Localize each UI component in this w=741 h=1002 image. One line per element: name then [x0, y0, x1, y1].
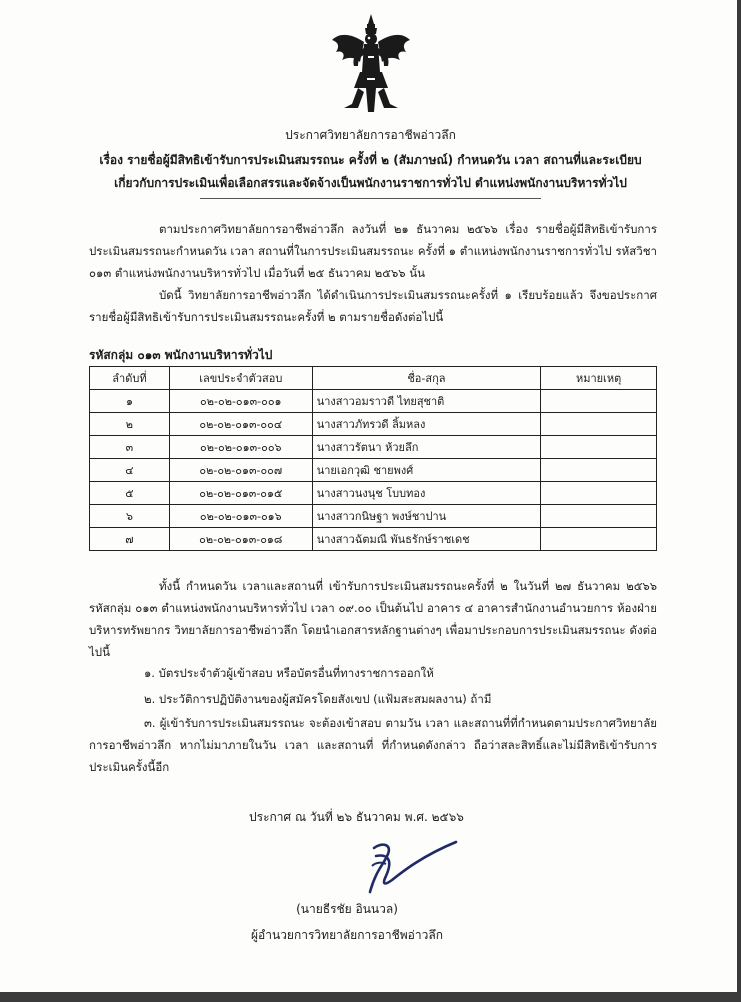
note-cell: [541, 528, 657, 551]
table-row: [90, 390, 657, 413]
scan-edge-shadow: [737, 0, 741, 1002]
candidate-name: นางสาวภัทรวดี ลิ้มหลง: [312, 413, 540, 436]
column-header-name: ชื่อ-สกุล: [312, 367, 540, 390]
row-number: ๒: [90, 413, 170, 436]
attendance-rule: [89, 712, 657, 778]
group-title: รหัสกลุ่ม ๐๑๓ พนักงานบริหารทั่วไป: [89, 348, 273, 362]
table-row: [90, 413, 657, 436]
table-row: [90, 505, 657, 528]
row-number: ๑: [90, 390, 170, 413]
required-document-2: ๒. ประวัติการปฏิบัติงานของผู้สมัครโดยสังเขป (แฟ้มสะสมผลงาน) ถ้ามี: [144, 692, 492, 706]
note-cell: [541, 459, 657, 482]
required-document-1: ๑. บัตรประจำตัวผู้เข้าสอบ หรือบัตรอื่นที่ทางราชการออกให้: [144, 666, 434, 680]
announcement-date: ประกาศ ณ วันที่ ๒๖ ธันวาคม พ.ศ. ๒๕๖๖: [249, 810, 464, 824]
note-cell: [541, 482, 657, 505]
exam-id: ๐๒-๐๒-๐๑๓-๐๑๘: [169, 528, 312, 551]
row-number: ๖: [90, 505, 170, 528]
note-cell: [541, 436, 657, 459]
exam-id: ๐๒-๐๒-๐๑๓-๐๐๔: [169, 413, 312, 436]
note-cell: [541, 413, 657, 436]
candidate-name: นางสาวฉัตมณี พันธรักษ์ราชเดช: [312, 528, 540, 551]
note-cell: [541, 505, 657, 528]
table-row: [90, 459, 657, 482]
exam-id: ๐๒-๐๒-๐๑๓-๐๐๗: [169, 459, 312, 482]
exam-id: ๐๒-๐๒-๐๑๓-๐๑๖: [169, 505, 312, 528]
candidate-name: นางสาวกนิษฐา พงษ์ชาปาน: [312, 505, 540, 528]
signer-name: (นายธีรชัย อินนวล): [296, 902, 398, 916]
document-title: ประกาศวิทยาลัยการอาชีพอ่าวลึก: [285, 128, 456, 142]
column-header-note: หมายเหตุ: [541, 367, 657, 390]
signature-icon: [352, 836, 462, 896]
scan-bottom-bar: [0, 992, 741, 1002]
exam-id: ๐๒-๐๒-๐๑๓-๐๐๑: [169, 390, 312, 413]
announcement-paragraph: บัดนี้ วิทยาลัยการอาชีพอ่าวลึก ได้ดำเนินการประเมินสมรรถนะครั้งที่ ๑ เรียบร้อยแล้ว จึงขอประกาศรายชื่อผู้มีสิทธิเข้ารับการประเมินสมรรถนะครั้งที่ ๒ ตามรายชื่อดังต่อไปนี้: [89, 288, 657, 324]
table-row: [90, 436, 657, 459]
candidate-name: นางสาวอมราวดี ไทยสุชาติ: [312, 390, 540, 413]
table-row: [90, 528, 657, 551]
column-header-no: ลำดับที่: [90, 367, 170, 390]
exam-id: ๐๒-๐๒-๐๑๓-๐๑๕: [169, 482, 312, 505]
note-cell: [541, 390, 657, 413]
schedule-paragraph: ทั้งนี้ กำหนดวัน เวลาและสถานที่ เข้ารับการประเมินสมรรถนะครั้งที่ ๒ ในวันที่ ๒๗ ธันวาคม ๒๕๖๖ รหัสกลุ่ม ๐๑๓ ตำแหน่งพนักงานบริหารทั่วไป เวลา ๐๙.๐๐ เป็นต้นไป อาคาร ๔ อาคารสำนักงานอำนวยการ ห้องฝ่ายบริหารทรัพยากร วิทยาลัยการอาชีพอ่าวลึก โดยนำเอกสารหลักฐานต่างๆ เพื่อมาประกอบการประเมินสมรรถนะ ดังต่อไปนี้: [89, 579, 657, 659]
candidate-name: นายเอกวุฒิ ชายพงศ์: [312, 459, 540, 482]
candidate-name: นางสาวนงนุช โบบทอง: [312, 482, 540, 505]
intro-paragraph: ตามประกาศวิทยาลัยการอาชีพอ่าวลึก ลงวันที่ ๒๑ ธันวาคม ๒๕๖๖ เรื่อง รายชื่อผู้มีสิทธิเข้ารับการประเมินสมรรถนะกำหนดวัน เวลา สถานที่ในการประเมินสมรรถนะ ครั้งที่ ๑ ตำแหน่งพนักงานราชการทั่วไป รหัสวิชา ๐๑๓ ตำแหน่งพนักงานบริหารทั่วไป เมื่อวันที่ ๒๕ ธันวาคม ๒๕๖๖ นั้น: [89, 222, 657, 280]
subject-line: เรื่อง รายชื่อผู้มีสิทธิเข้ารับการประเมินสมรรถนะ ครั้งที่ ๒ (สัมภาษณ์) กำหนดวัน เวลา สถานที่และระเบียบ: [99, 153, 642, 167]
attendance-rule-text: ๓. ผู้เข้ารับการประเมินสมรรถนะ จะต้องเข้าสอบ ตามวัน เวลา และสถานที่ที่กำหนดตามประกาศวิทยาลัยการอาชีพอ่าวลึก หากไม่มาภายในวัน เวลา และสถานที่ ที่กำหนดดังกล่าว ถือว่าสละสิทธิ์และไม่มีสิทธิเข้ารับการประเมินครั้งนี้อีก: [89, 716, 657, 774]
column-header-exam-id: เลขประจำตัวสอบ: [169, 367, 312, 390]
table-row: [90, 482, 657, 505]
row-number: ๗: [90, 528, 170, 551]
row-number: ๔: [90, 459, 170, 482]
row-number: ๓: [90, 436, 170, 459]
candidate-table: [89, 366, 657, 551]
subject-line-continued: เกี่ยวกับการประเมินเพื่อเลือกสรรและจัดจ้างเป็นพนักงานราชการทั่วไป ตำแหน่งพนักงานบริหารทั่วไป: [114, 176, 627, 190]
candidate-name: นางสาวรัตนา ห้วยลึก: [312, 436, 540, 459]
signer-title: ผู้อำนวยการวิทยาลัยการอาชีพอ่าวลึก: [251, 928, 443, 942]
row-number: ๕: [90, 482, 170, 505]
exam-id: ๐๒-๐๒-๐๑๓-๐๐๖: [169, 436, 312, 459]
header-divider: [200, 198, 541, 199]
table-header-row: [90, 367, 657, 390]
garuda-emblem-icon: [330, 12, 412, 116]
